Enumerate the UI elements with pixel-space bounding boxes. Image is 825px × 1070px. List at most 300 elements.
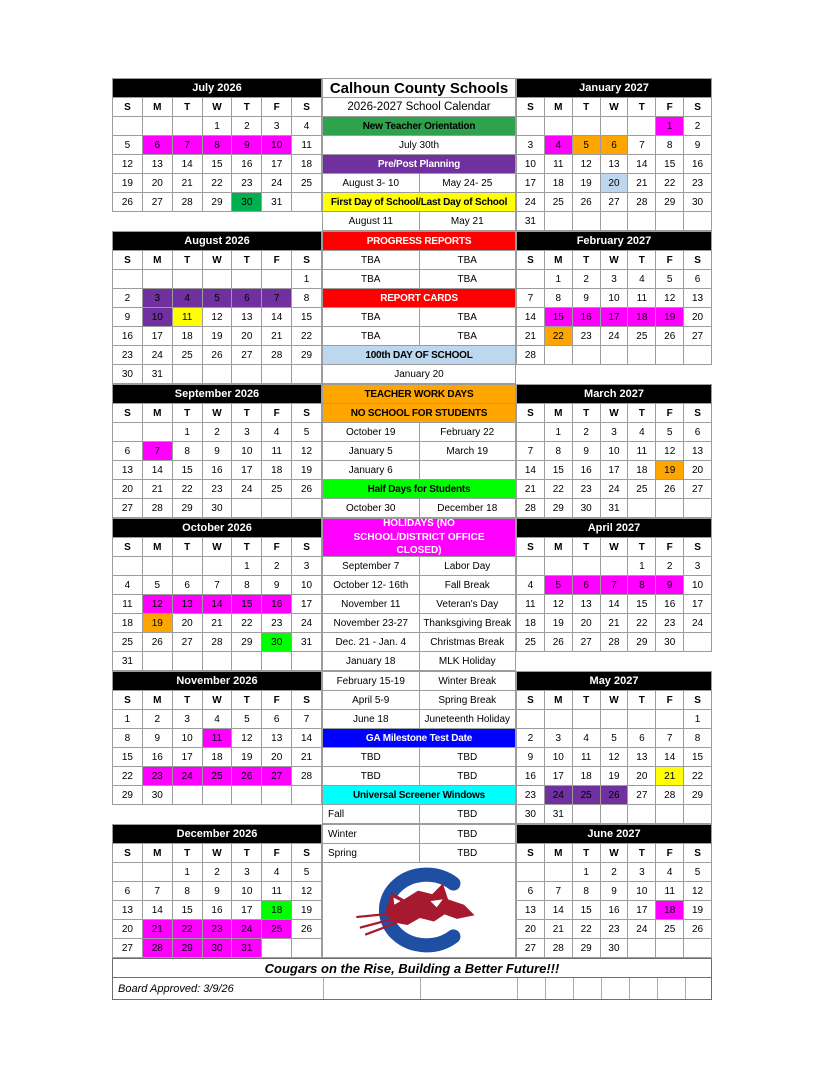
- date-cell: 2: [203, 423, 232, 441]
- date-cell: 17: [628, 901, 655, 919]
- blank-date-cell: [262, 270, 291, 288]
- blank-date-cell: [143, 863, 172, 881]
- date-cell: 16: [684, 155, 711, 173]
- date-cell: 28: [143, 939, 172, 957]
- date-cell: 11: [628, 289, 655, 307]
- date-cell: 8: [573, 882, 600, 900]
- weekday-label: M: [143, 98, 172, 116]
- date-cell: 23: [113, 346, 142, 364]
- date-cell: 16: [656, 595, 683, 613]
- date-cell: 12: [113, 155, 142, 173]
- date-cell: 29: [545, 499, 572, 517]
- date-cell: 27: [113, 499, 142, 517]
- date-cell: 9: [203, 882, 232, 900]
- date-cell: 12: [232, 729, 261, 747]
- weekday-label: F: [656, 844, 683, 862]
- weekday-label: W: [203, 844, 232, 862]
- date-cell: 26: [573, 193, 600, 211]
- date-cell: 24: [232, 920, 261, 938]
- legend-value-left: August 3- 10: [323, 174, 419, 192]
- blank-date-cell: [601, 117, 628, 135]
- date-cell: 31: [545, 805, 572, 823]
- weekday-label: T: [628, 691, 655, 709]
- date-cell: 1: [684, 710, 711, 728]
- date-cell: 27: [262, 767, 291, 785]
- weekday-label: S: [517, 98, 544, 116]
- date-cell: 16: [203, 461, 232, 479]
- blank-date-cell: [292, 499, 321, 517]
- date-cell: 26: [203, 346, 232, 364]
- blank-date-cell: [173, 365, 202, 383]
- date-cell: 2: [113, 289, 142, 307]
- weekday-label: T: [628, 844, 655, 862]
- date-cell: 7: [517, 442, 544, 460]
- date-cell: 6: [684, 270, 711, 288]
- weekday-label: S: [292, 538, 321, 556]
- weekday-label: S: [292, 251, 321, 269]
- date-cell: 14: [628, 155, 655, 173]
- weekday-label: T: [573, 404, 600, 422]
- date-cell: 30: [684, 193, 711, 211]
- date-cell: 23: [684, 174, 711, 192]
- blank-date-cell: [628, 939, 655, 957]
- legend-band: REPORT CARDS: [323, 289, 515, 307]
- weekday-label: S: [684, 538, 711, 556]
- date-cell: 23: [143, 767, 172, 785]
- weekday-label: S: [517, 691, 544, 709]
- date-cell: 17: [684, 595, 711, 613]
- legend-value-left: TBA: [323, 251, 419, 269]
- weekday-label: F: [656, 251, 683, 269]
- date-cell: 29: [292, 346, 321, 364]
- date-cell: 8: [545, 442, 572, 460]
- date-cell: 31: [113, 652, 142, 670]
- date-cell: 9: [656, 576, 683, 594]
- month-header: June 2027: [517, 825, 711, 843]
- date-cell: 20: [232, 327, 261, 345]
- date-cell: 14: [517, 308, 544, 326]
- date-cell: 28: [628, 193, 655, 211]
- month-gap: [516, 652, 712, 671]
- date-cell: 23: [262, 614, 291, 632]
- date-cell: 12: [601, 748, 628, 766]
- date-cell: 27: [113, 939, 142, 957]
- blank-date-cell: [628, 710, 655, 728]
- date-cell: 25: [173, 346, 202, 364]
- date-cell: 1: [113, 710, 142, 728]
- blank-date-cell: [203, 786, 232, 804]
- date-cell: 15: [656, 155, 683, 173]
- date-cell: 31: [601, 499, 628, 517]
- legend-value-right: MLK Holiday: [420, 652, 516, 670]
- weekday-label: T: [232, 691, 261, 709]
- date-cell: 15: [292, 308, 321, 326]
- date-cell: 3: [232, 423, 261, 441]
- month-aug2026: [112, 231, 322, 384]
- date-cell: 6: [232, 289, 261, 307]
- month-header: November 2026: [113, 672, 321, 690]
- weekday-label: F: [656, 691, 683, 709]
- weekday-label: F: [262, 844, 291, 862]
- date-cell: 28: [173, 193, 202, 211]
- weekday-label: T: [232, 844, 261, 862]
- date-cell: 29: [173, 499, 202, 517]
- date-cell: 1: [656, 117, 683, 135]
- legend-value-right: December 18: [420, 499, 516, 517]
- date-cell: 25: [573, 786, 600, 804]
- date-cell: 31: [143, 365, 172, 383]
- date-cell: 9: [573, 289, 600, 307]
- blank-date-cell: [684, 212, 711, 230]
- blank-date-cell: [573, 212, 600, 230]
- date-cell: 30: [601, 939, 628, 957]
- weekday-label: T: [573, 691, 600, 709]
- blank-date-cell: [232, 270, 261, 288]
- blank-date-cell: [628, 346, 655, 364]
- date-cell: 5: [143, 576, 172, 594]
- blank-date-cell: [203, 365, 232, 383]
- date-cell: 18: [262, 461, 291, 479]
- date-cell: 5: [232, 710, 261, 728]
- board-approved-text: Board Approved: 3/9/26: [118, 982, 234, 995]
- date-cell: 27: [517, 939, 544, 957]
- date-cell: 22: [173, 480, 202, 498]
- date-cell: 17: [601, 308, 628, 326]
- date-cell: 19: [601, 767, 628, 785]
- weekday-label: S: [517, 251, 544, 269]
- month-header: May 2027: [517, 672, 711, 690]
- date-cell: 26: [656, 480, 683, 498]
- legend-block-4: [322, 518, 516, 671]
- legend-value-left: November 11: [323, 595, 419, 613]
- date-cell: 24: [601, 480, 628, 498]
- cougar-mascot-logo: [344, 864, 494, 956]
- date-cell: 10: [232, 442, 261, 460]
- date-cell: 7: [601, 576, 628, 594]
- weekday-label: T: [232, 98, 261, 116]
- month-nov2026: [112, 671, 322, 805]
- weekday-label: S: [113, 538, 142, 556]
- date-cell: 11: [173, 308, 202, 326]
- date-cell: 7: [545, 882, 572, 900]
- date-cell: 25: [292, 174, 321, 192]
- date-cell: 28: [517, 346, 544, 364]
- date-cell: 13: [628, 748, 655, 766]
- blank-date-cell: [113, 423, 142, 441]
- date-cell: 11: [656, 882, 683, 900]
- date-cell: 4: [628, 270, 655, 288]
- legend-block-2: [322, 231, 516, 384]
- weekday-label: T: [173, 844, 202, 862]
- date-cell: 29: [628, 633, 655, 651]
- date-cell: 14: [292, 729, 321, 747]
- date-cell: 23: [232, 174, 261, 192]
- date-cell: 11: [628, 442, 655, 460]
- legend-value-left: January 5: [323, 442, 419, 460]
- date-cell: 2: [517, 729, 544, 747]
- board-approved-row: [112, 978, 712, 1000]
- date-cell: 29: [173, 939, 202, 957]
- blank-date-cell: [656, 346, 683, 364]
- date-cell: 21: [601, 614, 628, 632]
- date-cell: 26: [684, 920, 711, 938]
- blank-date-cell: [545, 710, 572, 728]
- date-cell: 26: [232, 767, 261, 785]
- date-cell: 3: [143, 289, 172, 307]
- date-cell: 23: [203, 480, 232, 498]
- date-cell: 5: [601, 729, 628, 747]
- footer-grid-cell: [685, 978, 713, 999]
- date-cell: 24: [628, 920, 655, 938]
- legend-band: Universal Screener Windows: [323, 786, 515, 804]
- date-cell: 29: [573, 939, 600, 957]
- date-cell: 15: [232, 595, 261, 613]
- legend-value-right: [420, 461, 516, 479]
- date-cell: 13: [143, 155, 172, 173]
- date-cell: 20: [143, 174, 172, 192]
- weekday-label: M: [545, 538, 572, 556]
- blank-date-cell: [262, 499, 291, 517]
- date-cell: 2: [656, 557, 683, 575]
- date-cell: 18: [203, 748, 232, 766]
- month-oct2026: [112, 518, 322, 671]
- date-cell: 12: [656, 289, 683, 307]
- blank-date-cell: [684, 633, 711, 651]
- date-cell: 1: [173, 423, 202, 441]
- blank-date-cell: [143, 557, 172, 575]
- date-cell: 19: [292, 901, 321, 919]
- date-cell: 20: [113, 480, 142, 498]
- blank-date-cell: [143, 423, 172, 441]
- date-cell: 21: [203, 614, 232, 632]
- legend-band: 100th DAY OF SCHOOL: [323, 346, 515, 364]
- date-cell: 12: [203, 308, 232, 326]
- date-cell: 3: [232, 863, 261, 881]
- date-cell: 23: [203, 920, 232, 938]
- legend-value: January 20: [323, 365, 515, 383]
- month-header: July 2026: [113, 79, 321, 97]
- date-cell: 15: [684, 748, 711, 766]
- blank-date-cell: [545, 212, 572, 230]
- date-cell: 22: [545, 480, 572, 498]
- weekday-label: S: [684, 844, 711, 862]
- weekday-label: T: [232, 538, 261, 556]
- date-cell: 6: [113, 442, 142, 460]
- weekday-label: F: [262, 691, 291, 709]
- weekday-label: S: [684, 251, 711, 269]
- weekday-label: W: [203, 691, 232, 709]
- date-cell: 20: [573, 614, 600, 632]
- blank-date-cell: [573, 557, 600, 575]
- legend-value-left: August 11: [323, 212, 419, 230]
- date-cell: 22: [203, 174, 232, 192]
- footer-grid-cell: [420, 978, 517, 999]
- date-cell: 25: [517, 633, 544, 651]
- date-cell: 27: [684, 327, 711, 345]
- date-cell: 4: [292, 117, 321, 135]
- date-cell: 22: [573, 920, 600, 938]
- date-cell: 12: [292, 442, 321, 460]
- date-cell: 30: [113, 365, 142, 383]
- blank-date-cell: [601, 710, 628, 728]
- date-cell: 5: [656, 423, 683, 441]
- calendar-columns: [112, 78, 712, 958]
- date-cell: 17: [292, 595, 321, 613]
- date-cell: 9: [573, 442, 600, 460]
- weekday-label: M: [545, 844, 572, 862]
- date-cell: 3: [173, 710, 202, 728]
- date-cell: 29: [113, 786, 142, 804]
- legend-value-right: Winter Break: [420, 672, 516, 690]
- date-cell: 26: [292, 480, 321, 498]
- date-cell: 10: [143, 308, 172, 326]
- date-cell: 12: [292, 882, 321, 900]
- date-cell: 20: [262, 748, 291, 766]
- legend-value-right: TBD: [420, 825, 516, 843]
- date-cell: 12: [573, 155, 600, 173]
- date-cell: 22: [684, 767, 711, 785]
- date-cell: 16: [573, 308, 600, 326]
- blank-date-cell: [656, 710, 683, 728]
- blank-date-cell: [232, 786, 261, 804]
- date-cell: 3: [545, 729, 572, 747]
- date-cell: 21: [143, 920, 172, 938]
- legend-value-left: February 15-19: [323, 672, 419, 690]
- date-cell: 21: [656, 767, 683, 785]
- date-cell: 11: [262, 442, 291, 460]
- legend-value-right: TBD: [420, 748, 516, 766]
- date-cell: 9: [262, 576, 291, 594]
- legend-value-left: September 7: [323, 557, 419, 575]
- weekday-label: T: [173, 691, 202, 709]
- blank-date-cell: [292, 365, 321, 383]
- weekday-label: F: [656, 404, 683, 422]
- date-cell: 1: [545, 423, 572, 441]
- blank-date-cell: [573, 117, 600, 135]
- legend-band: HOLIDAYS (NO SCHOOL/DISTRICT OFFICE CLOSED): [323, 519, 515, 556]
- date-cell: 8: [684, 729, 711, 747]
- month-jul2026: [112, 78, 322, 212]
- date-cell: 21: [143, 480, 172, 498]
- blank-date-cell: [203, 652, 232, 670]
- date-cell: 15: [173, 901, 202, 919]
- date-cell: 31: [262, 193, 291, 211]
- month-mar2027: [516, 384, 712, 518]
- blank-date-cell: [601, 805, 628, 823]
- weekday-label: S: [684, 691, 711, 709]
- legend-value-left: January 6: [323, 461, 419, 479]
- date-cell: 31: [292, 633, 321, 651]
- blank-date-cell: [656, 499, 683, 517]
- date-cell: 31: [517, 212, 544, 230]
- blank-date-cell: [601, 557, 628, 575]
- blank-date-cell: [173, 652, 202, 670]
- date-cell: 4: [262, 863, 291, 881]
- date-cell: 20: [684, 308, 711, 326]
- date-cell: 17: [545, 767, 572, 785]
- date-cell: 14: [143, 901, 172, 919]
- date-cell: 25: [113, 633, 142, 651]
- date-cell: 20: [517, 920, 544, 938]
- date-cell: 3: [628, 863, 655, 881]
- date-cell: 2: [684, 117, 711, 135]
- date-cell: 4: [173, 289, 202, 307]
- date-cell: 12: [684, 882, 711, 900]
- legend-value-right: May 21: [420, 212, 516, 230]
- date-cell: 10: [232, 882, 261, 900]
- date-cell: 28: [545, 939, 572, 957]
- date-cell: 15: [113, 748, 142, 766]
- weekday-label: S: [292, 691, 321, 709]
- date-cell: 17: [517, 174, 544, 192]
- date-cell: 25: [203, 767, 232, 785]
- weekday-label: W: [601, 98, 628, 116]
- date-cell: 16: [262, 595, 291, 613]
- weekday-label: S: [517, 404, 544, 422]
- blank-date-cell: [173, 117, 202, 135]
- blank-date-cell: [173, 786, 202, 804]
- legend-value-left: Spring: [323, 844, 419, 862]
- weekday-label: M: [143, 538, 172, 556]
- blank-date-cell: [113, 557, 142, 575]
- legend-band: PROGRESS REPORTS: [323, 232, 515, 250]
- legend-band: NO SCHOOL FOR STUDENTS: [323, 404, 515, 422]
- date-cell: 27: [173, 633, 202, 651]
- date-cell: 26: [113, 193, 142, 211]
- weekday-label: W: [601, 538, 628, 556]
- date-cell: 16: [143, 748, 172, 766]
- date-cell: 26: [292, 920, 321, 938]
- blank-date-cell: [292, 193, 321, 211]
- blank-date-cell: [113, 863, 142, 881]
- weekday-label: W: [601, 691, 628, 709]
- legend-block-1: [322, 78, 516, 231]
- legend-value-left: TBA: [323, 308, 419, 326]
- date-cell: 30: [143, 786, 172, 804]
- weekday-label: F: [262, 538, 291, 556]
- weekday-label: S: [292, 844, 321, 862]
- date-cell: 13: [573, 595, 600, 613]
- blank-date-cell: [232, 499, 261, 517]
- date-cell: 27: [601, 193, 628, 211]
- date-cell: 14: [173, 155, 202, 173]
- blank-date-cell: [143, 652, 172, 670]
- legend-value-right: TBA: [420, 270, 516, 288]
- date-cell: 4: [656, 863, 683, 881]
- date-cell: 4: [573, 729, 600, 747]
- date-cell: 3: [684, 557, 711, 575]
- blank-date-cell: [262, 365, 291, 383]
- date-cell: 6: [143, 136, 172, 154]
- blank-date-cell: [113, 270, 142, 288]
- weekday-label: F: [656, 538, 683, 556]
- date-cell: 25: [628, 327, 655, 345]
- date-cell: 12: [143, 595, 172, 613]
- blank-date-cell: [517, 270, 544, 288]
- date-cell: 4: [113, 576, 142, 594]
- date-cell: 14: [656, 748, 683, 766]
- legend-value-left: November 23-27: [323, 614, 419, 632]
- date-cell: 2: [143, 710, 172, 728]
- blank-date-cell: [656, 212, 683, 230]
- date-cell: 20: [684, 461, 711, 479]
- weekday-label: S: [113, 404, 142, 422]
- date-cell: 24: [517, 193, 544, 211]
- month-sep2026: [112, 384, 322, 518]
- date-cell: 9: [232, 136, 261, 154]
- month-may2027: [516, 671, 712, 824]
- legend-value-left: October 12- 16th: [323, 576, 419, 594]
